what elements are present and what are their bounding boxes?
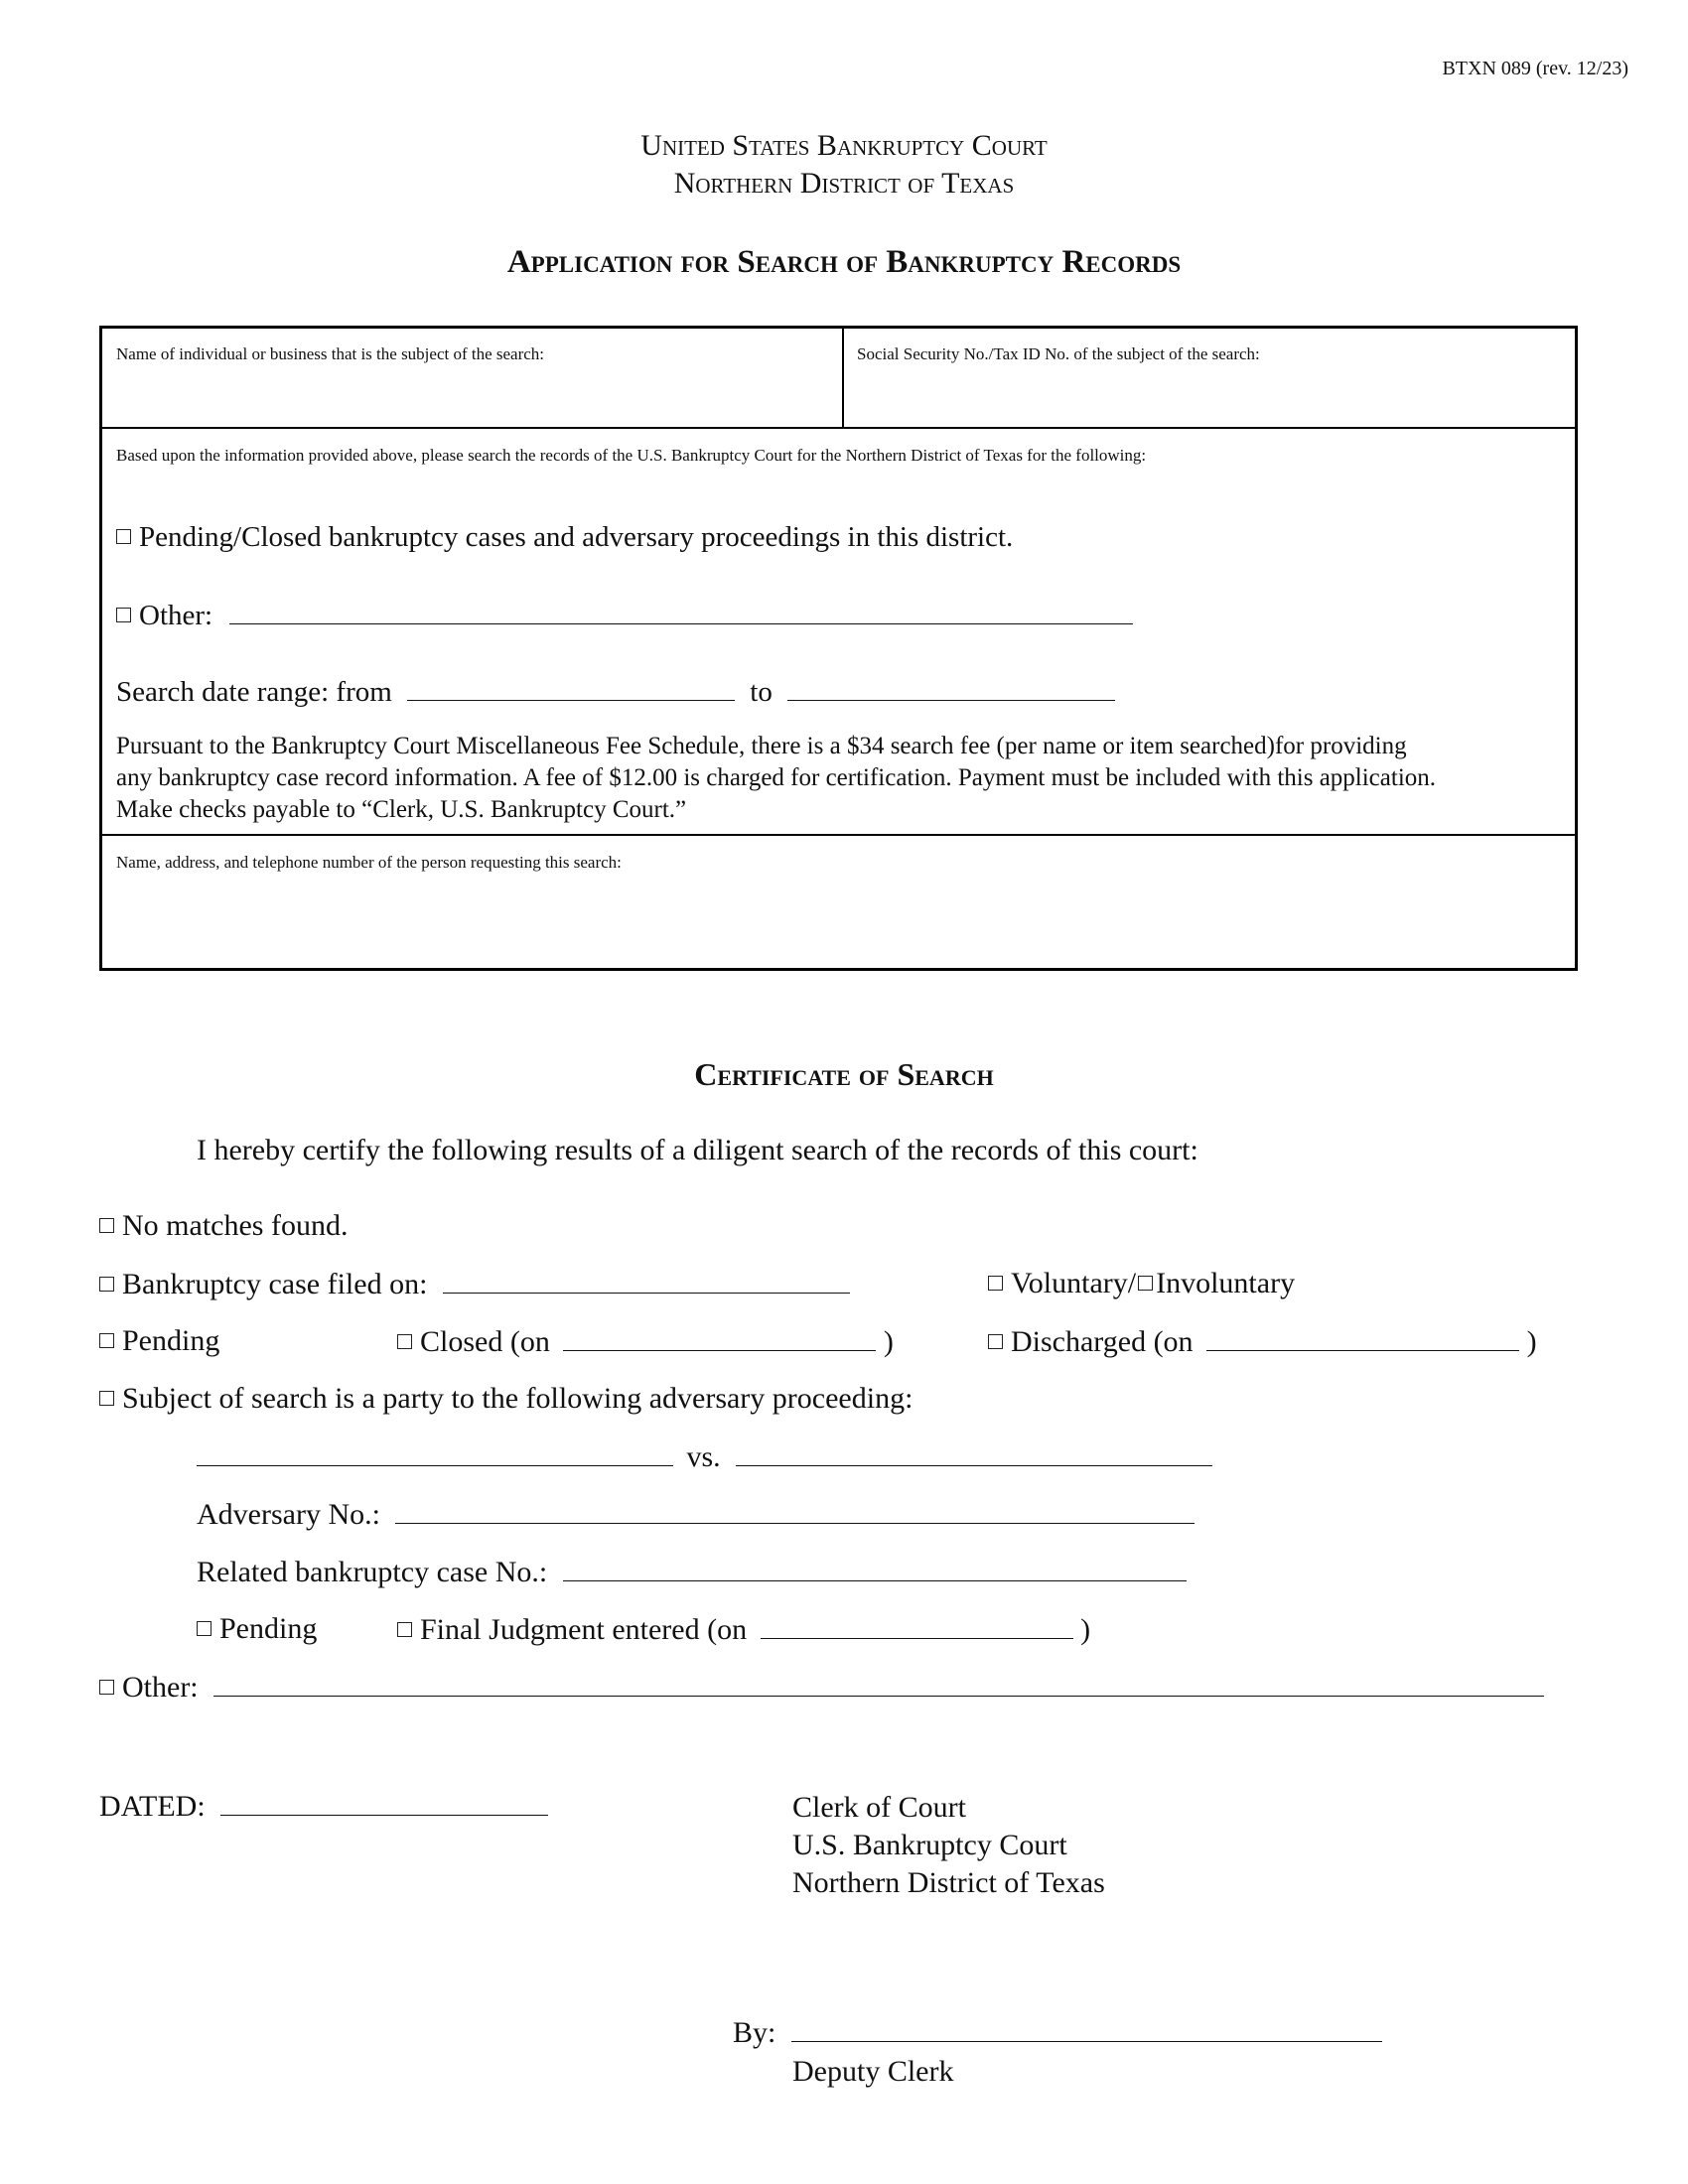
date-range-to: to [750, 676, 773, 708]
ssn-field[interactable] [857, 370, 1562, 420]
cert-other-input[interactable] [213, 1670, 1544, 1697]
discharged-label: Discharged (on [1011, 1325, 1194, 1358]
pending-label: Pending [122, 1324, 220, 1357]
other-checkbox[interactable] [116, 608, 131, 622]
page-title: Application for Search of Bankruptcy Records [506, 244, 1182, 280]
discharged-paren: ) [1526, 1325, 1537, 1358]
plaintiff-input[interactable] [197, 1439, 673, 1466]
option-pending-closed-row [116, 521, 1013, 554]
date-to-input[interactable] [787, 674, 1115, 701]
related-case-label: Related bankruptcy case No.: [197, 1556, 548, 1588]
adversary-no-row [197, 1497, 1195, 1532]
adv-pending-checkbox[interactable] [197, 1621, 211, 1636]
adv-pending-row [197, 1612, 317, 1646]
certificate-title: Certificate of Search [694, 1056, 994, 1092]
related-case-input[interactable] [563, 1555, 1187, 1581]
based-upon-text: Based upon the information provided above, please search the records of the U.S. Bankruptcy Court for the Northern District of Texas for the following: [116, 446, 1147, 465]
voluntary-label: Voluntary/ [1011, 1267, 1137, 1299]
pending-checkbox[interactable] [99, 1333, 114, 1348]
cert-other-row [99, 1670, 1544, 1705]
final-judgment-date-input[interactable] [761, 1612, 1073, 1639]
option-other-row [116, 598, 1133, 632]
court-name: United States Bankruptcy Court [640, 129, 1048, 162]
pending-closed-label: Pending/Closed bankruptcy cases and adversary proceedings in this district. [139, 521, 1014, 553]
closed-date-input[interactable] [563, 1324, 876, 1351]
adv-pending-label: Pending [219, 1612, 318, 1645]
case-filed-checkbox[interactable] [99, 1277, 114, 1292]
discharged-date-input[interactable] [1206, 1324, 1519, 1351]
signature-input[interactable] [791, 2015, 1382, 2042]
adversary-party-checkbox[interactable] [99, 1391, 114, 1406]
requester-label: Name, address, and telephone number of the person requesting this search: [116, 853, 622, 872]
final-judgment-paren: ) [1080, 1613, 1091, 1646]
closed-paren: ) [883, 1325, 894, 1358]
final-judgment-row [397, 1612, 1090, 1647]
clerk-line: Clerk of Court [792, 1791, 966, 1824]
subject-name-label: Name of individual or business that is the subject of the search: [116, 344, 545, 363]
dated-label: DATED: [99, 1790, 206, 1823]
pending-closed-checkbox[interactable] [116, 529, 131, 544]
voluntary-row [988, 1267, 1295, 1300]
date-range-row [116, 674, 1115, 709]
case-filed-label: Bankruptcy case filed on: [122, 1268, 428, 1300]
no-matches-checkbox[interactable] [99, 1218, 114, 1233]
other-label: Other: [139, 600, 213, 631]
requester-field[interactable] [116, 881, 1561, 960]
final-judgment-checkbox[interactable] [397, 1622, 412, 1637]
adversary-parties-row [197, 1439, 1212, 1474]
certificate-intro: I hereby certify the following results of a diligent search of the records of this court: [197, 1134, 1198, 1166]
no-matches-label: No matches found. [122, 1209, 349, 1242]
by-row [733, 2015, 1382, 2050]
case-filed-row [99, 1267, 850, 1301]
defendant-input[interactable] [736, 1439, 1212, 1466]
fee-notice-line: Pursuant to the Bankruptcy Court Miscellaneous Fee Schedule, there is a $34 search fee (per name or item searched)for providing [116, 733, 1407, 759]
row-divider [102, 427, 1575, 429]
dated-input[interactable] [220, 1789, 548, 1816]
fee-notice [116, 731, 1576, 826]
involuntary-checkbox[interactable] [1138, 1276, 1153, 1291]
discharged-row [988, 1324, 1537, 1359]
date-from-input[interactable] [407, 674, 735, 701]
clerk-block [792, 1789, 1105, 1902]
case-filed-date-input[interactable] [443, 1267, 850, 1294]
date-range-label: Search date range: from [116, 676, 392, 708]
adversary-no-label: Adversary No.: [197, 1498, 380, 1531]
clerk-line: Northern District of Texas [792, 1866, 1105, 1899]
other-input[interactable] [229, 598, 1133, 624]
court-district: Northern District of Texas [673, 167, 1015, 200]
adversary-party-label: Subject of search is a party to the following adversary proceeding: [122, 1382, 914, 1415]
related-case-row [197, 1555, 1187, 1589]
voluntary-checkbox[interactable] [988, 1276, 1003, 1291]
closed-row [397, 1324, 894, 1359]
pending-row [99, 1324, 219, 1358]
involuntary-label: Involuntary [1156, 1267, 1296, 1299]
by-label: By: [733, 2016, 776, 2049]
deputy-clerk-label: Deputy Clerk [792, 2055, 954, 2088]
cert-other-label: Other: [122, 1671, 199, 1704]
row-divider [102, 834, 1575, 836]
cert-other-checkbox[interactable] [99, 1680, 114, 1695]
discharged-checkbox[interactable] [988, 1334, 1003, 1349]
subject-name-field[interactable] [116, 370, 831, 420]
vs-label: vs. [686, 1440, 721, 1473]
adversary-no-input[interactable] [395, 1497, 1195, 1524]
application-form-box [99, 326, 1578, 971]
ssn-label: Social Security No./Tax ID No. of the subject of the search: [857, 344, 1260, 363]
final-judgment-label: Final Judgment entered (on [420, 1613, 748, 1646]
fee-notice-line: any bankruptcy case record information. A fee of $12.00 is charged for certification. Payment must be included with this application. [116, 764, 1437, 791]
adversary-party-row [99, 1382, 913, 1416]
dated-row [99, 1789, 548, 1824]
closed-label: Closed (on [420, 1325, 550, 1358]
no-matches-row [99, 1209, 348, 1243]
column-divider [842, 329, 844, 428]
form-number: BTXN 089 (rev. 12/23) [1442, 58, 1628, 79]
fee-notice-line: Make checks payable to “Clerk, U.S. Bankruptcy Court.” [116, 796, 687, 823]
clerk-line: U.S. Bankruptcy Court [792, 1829, 1067, 1861]
closed-checkbox[interactable] [397, 1334, 412, 1349]
